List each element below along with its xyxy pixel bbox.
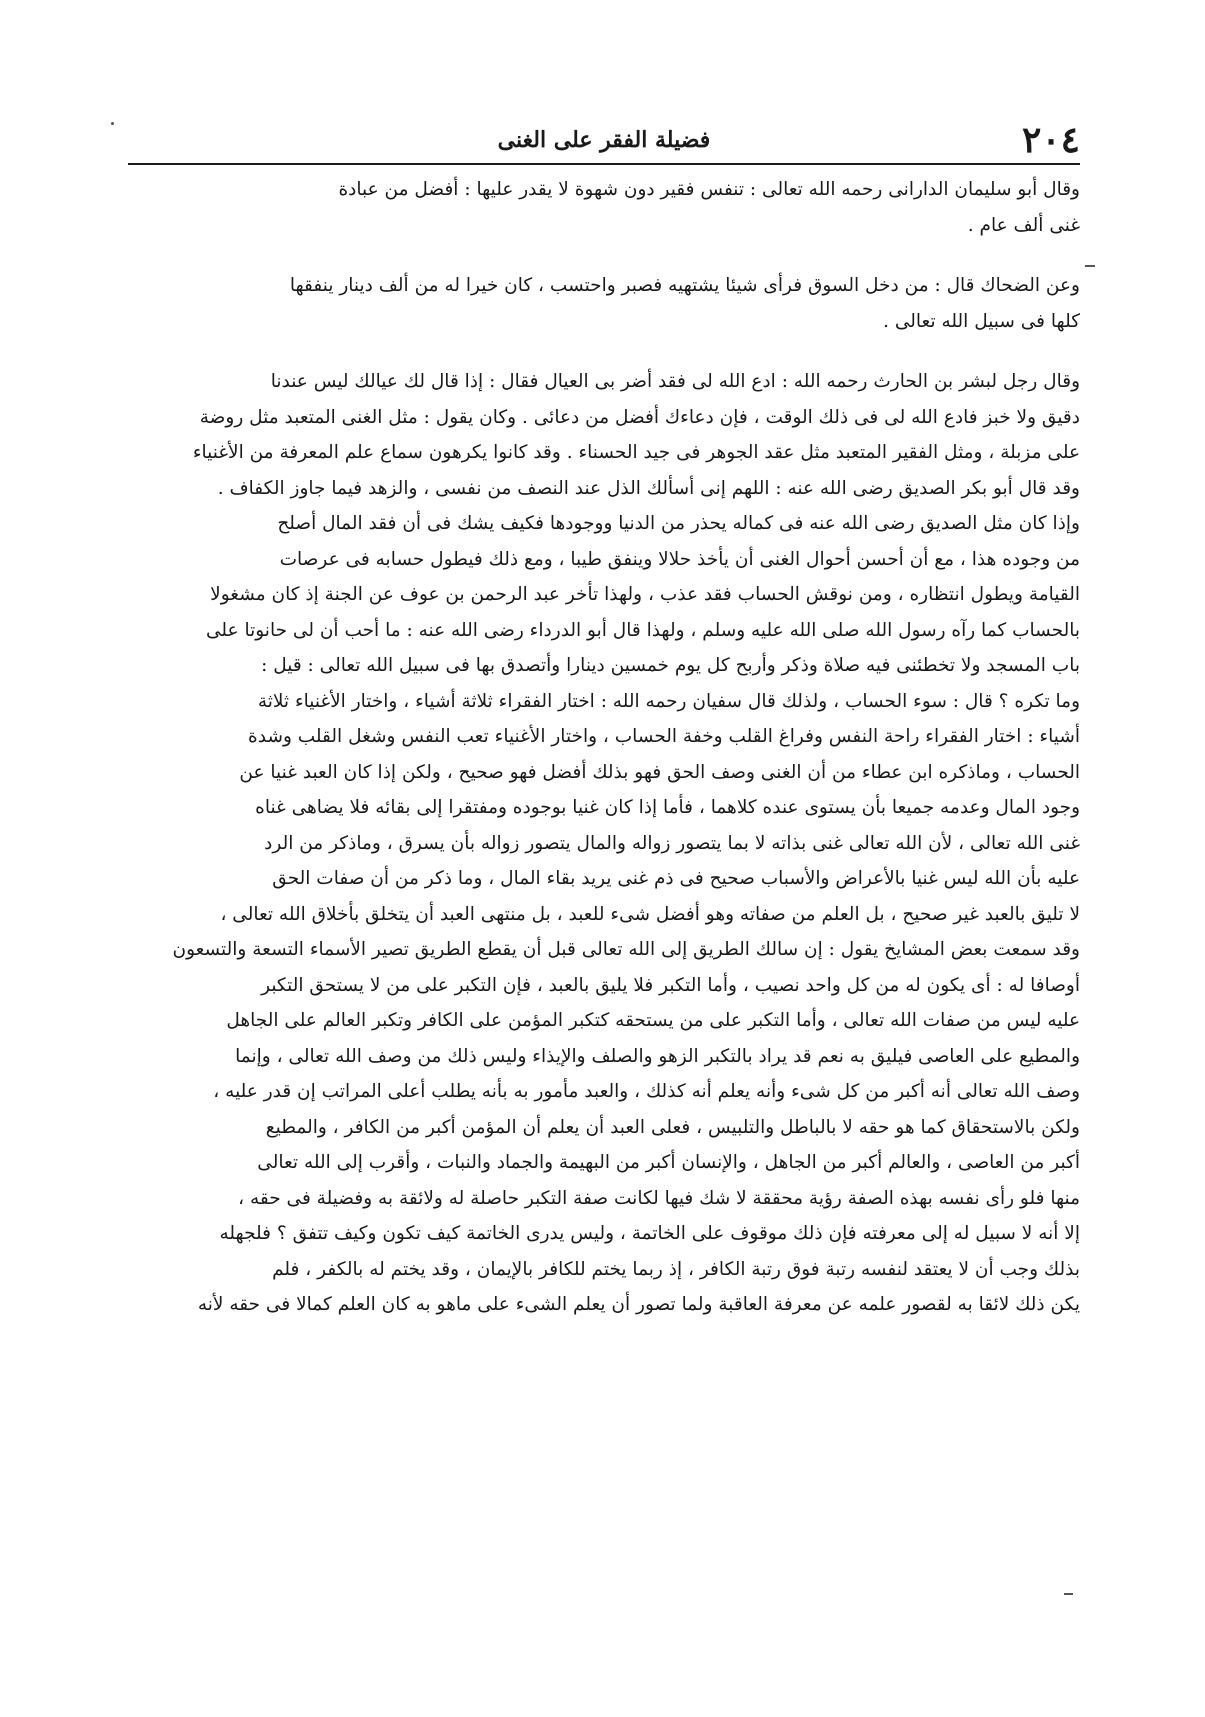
text-line: وعن الضحاك قال : من دخل السوق فرأى شيئا يشتهيه فصبر واحتسب ، كان خيرا له من ألف دينار ينفقها [289,275,1080,296]
text-line: لا تليق بالعبد غير صحيح ، بل العلم من صفاته وهو أفضل شىء للعبد ، بل منتهى العبد أن يتخلق بأخلاق الله تعالى ، [220,903,1080,925]
margin-dash [1064,1593,1073,1595]
text-line: وما تكره ؟ قال : سوء الحساب ، ولذلك قال سفيان رحمه الله : اختار الفقراء ثلاثة أشياء ، واختار الأغنياء ثلاثة [257,690,1080,712]
text-line: وصف الله تعالى أنه أكبر من كل شىء وأنه يعلم أنه كذلك ، والعبد مأمور به بأنه يطلب أعلى المراتب إن قدر عليه ، [213,1081,1080,1102]
text-line: كلها فى سبيل الله تعالى . [883,310,1080,332]
body-text [128,172,1080,1465]
running-title: فضيلة الفقر على الغنى [497,127,711,153]
text-line: عليه ليس من صفات الله تعالى ، وأما التكبر على من يستحقه كتكبر المؤمن على الكافر وتكبر العالم على الجاهل [226,1010,1080,1031]
paragraph [128,172,1080,243]
text-line: إلا أنه لا سبيل له إلى معرفته فإن ذلك موقوف على الخاتمة ، وليس يدرى الخاتمة كيف تكون وكيف تتفق ؟ فلجهله [219,1223,1080,1244]
header-rule [128,163,1080,165]
margin-dash [1085,265,1095,267]
text-line: وإذا كان مثل الصديق رضى الله عنه فى كماله يحذر من الدنيا ووجودها فكيف يشك فى أن فقد المال أصلح [277,513,1080,534]
text-line: من وجوده هذا ، مع أن أحسن أحوال الغنى أن يأخذ حلالا وينفق طيبا ، ومع ذلك فيطول حسابه فى عرصات [279,548,1080,570]
paragraph [128,268,1080,339]
text-line: غنى ألف عام . [967,214,1080,236]
text-line: بذلك وجب أن لا يعتقد لنفسه رتبة فوق رتبة الكافر ، إذ ربما يختم للكافر بالإيمان ، وقد يختم له بالكفر ، فلم [272,1258,1080,1280]
text-line: باب المسجد ولا تخطئنى فيه صلاة وذكر وأربح كل يوم خمسين دينارا وأتصدق بها فى سبيل الله تعالى : قيل : [261,655,1080,676]
text-line: وقد سمعت بعض المشايخ يقول : إن سالك الطريق إلى الله تعالى قبل أن يقطع الطريق تصير الأسماء التسعة والتسعون [172,939,1080,960]
text-line: وقال رجل لبشر بن الحارث رحمه الله : ادع الله لى فقد أضر بى العيال فقال : إذا قال لك عيالك ليس عندنا [270,371,1080,392]
text-line [128,1323,1080,1359]
text-line [128,1429,1080,1465]
text-line: دقيق ولا خبز فادع الله لى فى ذلك الوقت ، فإن دعاءك أفضل من دعائى . وكان يقول : مثل الغنى المتعبد مثل روضة [199,406,1080,428]
text-line: ولكن بالاستحقاق كما هو حقه لا بالباطل والتلبيس ، فعلى العبد أن يعلم أن المؤمن أكبر من الكافر ، والمطيع [265,1116,1080,1138]
text-line [128,1358,1080,1394]
paragraph [128,364,1080,1465]
text-line: بالحساب كما رآه رسول الله صلى الله عليه وسلم ، ولهذا قال أبو الدرداء رضى الله عنه : ما أحب أن لى حانوتا على [206,619,1080,641]
text-line: يكن ذلك لائقا به لقصور علمه عن معرفة العاقبة ولما تصور أن يعلم الشىء على ماهو به كان العلم كمالا فى حقه لأنه [197,1294,1080,1315]
text-line: غنى الله تعالى ، لأن الله تعالى غنى بذاته لا بما يتصور زواله والمال يتصور زواله بأن يسرق ، وماذكر من الرد [264,832,1080,854]
text-line: أوصافا له : أى يكون له من كل واحد نصيب ، وأما التكبر فلا يليق بالعبد ، فإن التكبر على من لا يستحق التكبر [261,974,1080,996]
text-line: والمطيع على العاصى فيليق به نعم قد يراد بالتكبر الزهو والصلف والإيذاء وليس ذلك من وصف الله تعالى ، وإنما [235,1045,1080,1067]
text-line: وقد قال أبو بكر الصديق رضى الله عنه : اللهم إنى أسألك الذل عند النصف من نفسى ، والزهد فيما جاوز الكفاف . [217,477,1080,499]
margin-dot [111,122,114,125]
text-line: القيامة ويطول انتظاره ، ومن نوقش الحساب فقد عذب ، ولهذا تأخر عبد الرحمن بن عوف عن الجنة إذ كان مشغولا [210,584,1080,605]
text-line: منها فلو رأى نفسه بهذه الصفة رؤية محققة لا شك فيها لكانت صفة التكبر حاصلة له ولائقة به وفضيلة فى حقه ، [238,1187,1080,1209]
text-line: الحساب ، وماذكره ابن عطاء من أن الغنى وصف الحق فهو بذلك أفضل فهو صحيح ، ولكن إذا كان العبد غنيا عن [239,761,1080,783]
text-line: وقال أبو سليمان الدارانى رحمه الله تعالى : تنفس فقير دون شهوة لا يقدر عليها : أفضل من عبادة [338,179,1080,200]
text-line: على مزبلة ، ومثل الفقير المتعبد مثل عقد الجوهر فى جيد الحسناء . وقد كانوا يكرهون سماع علم المعرفة من الأغنياء [192,442,1080,463]
text-line [128,1394,1080,1430]
text-line: أكبر من العاصى ، والعالم أكبر من الجاهل ، والإنسان أكبر من البهيمة والجماد والنبات ، وأقرب إلى الله تعالى [257,1152,1080,1173]
page-header [128,118,1080,162]
text-line: عليه بأن الله ليس غنيا بالأعراض والأسباب صحيح فى ذم غنى يريد بقاء المال ، وما ذكر من أن صفات الحق [272,868,1080,889]
text-line: أشياء : اختار الفقراء راحة النفس وفراغ القلب وخفة الحساب ، واختار الأغنياء تعب النفس وشغل القلب وشدة [248,726,1080,747]
text-line: وجود المال وعدمه جميعا بأن يستوى عنده كلاهما ، فأما إذا كان غنيا بوجوده ومفتقرا إلى بقائه فلا يضاهى غناه [255,797,1080,818]
page-number: ٢٠٤ [1021,119,1080,161]
